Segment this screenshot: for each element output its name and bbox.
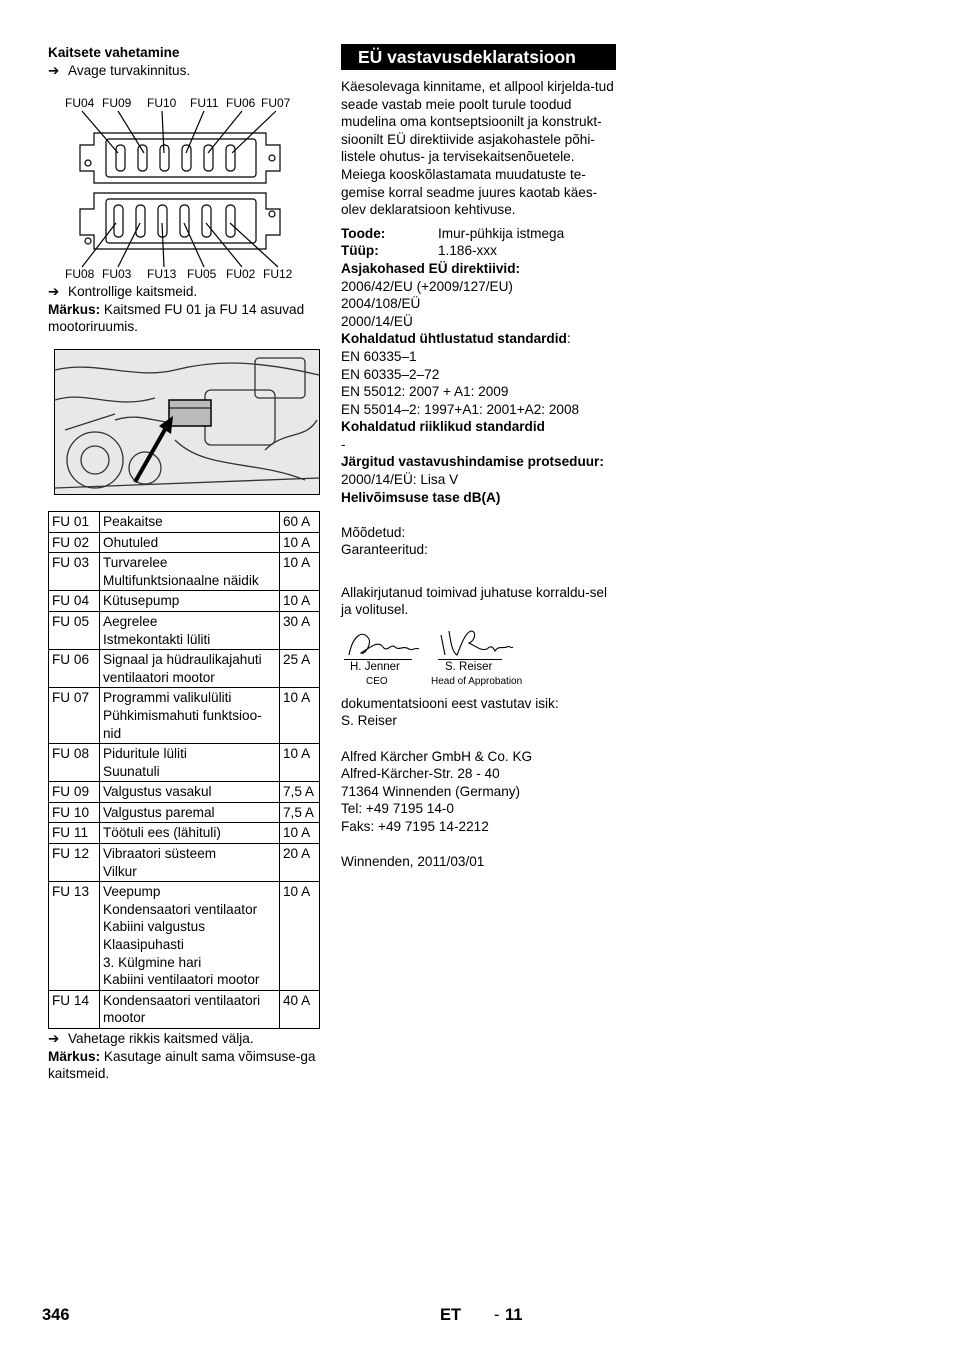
signatory-1-name: H. Jenner [350,660,400,673]
procedure-label: Järgitud vastavushindamise protseduur: [341,454,604,470]
fuse-rating: 7,5 A [280,782,320,803]
national-label: Kohaldatud riiklikud standardid [341,419,545,435]
company-line: Alfred-Kärcher-Str. 28 - 40 [341,766,500,782]
fuse-row [49,611,320,649]
fuse-description-line: 3. Külgmine hari [103,954,202,970]
fuse-relay-block [169,400,211,426]
diagram-label-top: FU11 [190,96,219,111]
fuse-rating: 60 A [280,511,320,532]
fuse-id: FU 14 [49,990,100,1028]
fuse-description-line: Kabiini valgustus [103,919,206,935]
right-column [341,44,616,871]
fuse-row [49,882,320,991]
signatory-2-role: Head of Approbation [431,675,523,687]
arrow-right-icon: ➔ [48,62,60,78]
doc-person: S. Reiser [341,713,397,729]
standard-item: EN 55012: 2007 + A1: 2009 [341,384,509,400]
directive-item: 2000/14/EÜ [341,313,413,329]
signatory-1-role: CEO [366,675,388,687]
fuse-rating: 10 A [280,688,320,744]
company-line: 71364 Winnenden (Germany) [341,783,521,799]
signature-reiser [437,625,517,661]
type-row: Tüüp: 1.186-xxx [341,243,497,259]
national-value: - [341,436,346,452]
directive-item: 2004/108/EÜ [341,296,421,312]
language-code: ET [440,1306,462,1324]
diagram-label-bottom: FU03 [102,267,132,282]
fuse-description [100,532,280,553]
doc-person-label: dokumentatsiooni eest vastutav isik: [341,695,559,711]
diagram-label-bottom: FU12 [263,267,293,282]
diagram-label-bottom: FU13 [147,267,177,282]
fuse-rating: 10 A [280,532,320,553]
step-replace-fuses: ➔ Vahetage rikkis kaitsmed välja. [48,1031,254,1046]
fuse-description [100,650,280,688]
fuse-row [49,650,320,688]
measured-label: Mõõdetud: [341,524,406,540]
fuse-rating: 10 A [280,823,320,844]
signatures [341,625,616,695]
arrow-right-icon: ➔ [48,1031,60,1046]
signatory-2-name: S. Reiser [445,660,493,673]
fuse-description [100,553,280,591]
standard-item: EN 55014–2: 1997+A1: 2001+A2: 2008 [341,401,580,417]
directives-label: Asjakohased EÜ direktiivid: [341,260,521,276]
fuse-description-line: Kondensaatori ventilaatori mootor [103,992,261,1026]
fuse-rating: 20 A [280,844,320,882]
fuse-rating: 10 A [280,882,320,991]
fuse-id: FU 03 [49,553,100,591]
step-check-fuses: ➔ Kontrollige kaitsmeid. [48,284,198,300]
fuse-rating: 40 A [280,990,320,1028]
fuse-description-line: Ohutuled [103,534,159,550]
fuse-row [49,823,320,844]
fuse-rating: 10 A [280,591,320,612]
procedure-value: 2000/14/EÜ: Lisa V [341,472,459,488]
note-same-rating: Märkus: Kasutage ainult sama võimsuse-ga kaitsmeid. [48,1048,316,1082]
fuse-description-line: Kondensaatori ventilaator [103,901,258,917]
fuse-description [100,823,280,844]
fuse-row [49,688,320,744]
harmonized-label: Kohaldatud ühtlustatud standardid: [341,331,571,347]
fuse-row [49,511,320,532]
diagram-label-bottom: FU08 [65,267,95,282]
fuse-row [49,532,320,553]
diagram-label-top: FU04 [65,96,95,111]
fuse-description-line: Programmi valikulüliti [103,690,232,706]
fuse-description-line: Pühkimismahuti funktsioo-nid [103,707,262,741]
declaration-title: EÜ vastavusdeklaratsioon [341,44,616,70]
fuse-description [100,990,280,1028]
fuse-row [49,802,320,823]
note-engine-room: Märkus: Kaitsmed FU 01 ja FU 14 asuvad mootoriruumis. [48,301,305,335]
fuse-description-line: Piduritule lüliti [103,746,187,762]
diagram-label-top: FU09 [102,96,132,111]
standard-item: EN 60335–1 [341,348,417,364]
fuse-row [49,553,320,591]
sub-page-number: 11 [505,1306,523,1324]
fuse-row [49,990,320,1028]
fuse-rating: 10 A [280,553,320,591]
signature-jenner [343,625,423,661]
step-open-lock: ➔ Avage turvakinnitus. [48,62,191,78]
directive-item: 2006/42/EU (+2009/127/EU) [341,278,513,294]
fuse-description-line: Peakaitse [103,513,163,529]
fuse-description [100,591,280,612]
fuse-description-line: Istmekontakti lüliti [103,631,211,647]
fuse-id: FU 10 [49,802,100,823]
fuse-id: FU 11 [49,823,100,844]
diagram-label-bottom: FU05 [187,267,217,282]
fuse-description-line: Multifunktsionaalne näidik [103,572,259,588]
fuse-description-line: Veepump [103,884,161,900]
guaranteed-label: Garanteeritud: [341,542,428,558]
fuse-description-line: Valgustus vasakul [103,784,212,800]
fuse-row [49,782,320,803]
section-heading-fuses: Kaitsete vahetamine [48,45,180,60]
standard-item: EN 60335–2–72 [341,366,440,382]
product-row: Toode: Imur-pühkija istmega [341,225,565,241]
fuse-id: FU 04 [49,591,100,612]
fuse-description [100,611,280,649]
company-line: Tel: +49 7195 14-0 [341,801,454,817]
fuse-description-line: Signaal ja hüdraulikajahuti ventilaatori mootor [103,652,262,685]
fuse-table [48,511,320,1029]
fuse-description-line: Kabiini ventilaatori mootor [103,972,260,988]
declaration-intro: Käesolevaga kinnitame, et allpool kirjelda-tud seade vastab meie poolt turule toodud mudelina oma kontseptsioonilt ja konstrukt-sioonilt EÜ direktiivide asjakohastele põhi-listele ohutus- ja tervisekaitsenõuetele. Meiega kooskõlastamata muudatuste te-gemise korral seadme juures kaotab käes-olev deklaratsioon kehtivuse. [341,79,614,218]
authorization-text: Allakirjutanud toimivad juhatuse korraldu-sel ja volitusel. [341,584,607,618]
fuse-description-line: Vibraatori süsteem [103,846,217,862]
diagram-label-top: FU10 [147,96,177,111]
fuse-description [100,802,280,823]
company-line: Alfred Kärcher GmbH & Co. KG [341,748,533,764]
fuse-rating: 7,5 A [280,802,320,823]
page-number: 346 [42,1306,70,1324]
fuse-row [49,591,320,612]
footer-dash: - [494,1306,500,1324]
fuse-row [49,744,320,782]
diagram-label-bottom: FU02 [226,267,256,282]
diagram-label-top: FU06 [226,96,256,111]
fuse-description [100,782,280,803]
fuse-description-line: Vilkur [103,863,137,879]
diagram-label-top: FU07 [261,96,291,111]
fuse-description-line: Aegrelee [103,613,158,629]
arrow-right-icon: ➔ [48,284,60,300]
fuse-id: FU 05 [49,611,100,649]
fuse-description-line: Turvarelee [103,555,168,571]
fuse-description [100,844,280,882]
fuse-id: FU 06 [49,650,100,688]
noise-label: Helivõimsuse tase dB(A) [341,489,501,505]
left-column [48,44,320,1083]
fuse-description [100,744,280,782]
company-line: Faks: +49 7195 14-2212 [341,818,489,834]
fuse-id: FU 09 [49,782,100,803]
fuse-description [100,688,280,744]
fuse-description-line: Klaasipuhasti [103,937,184,953]
fuse-rating: 10 A [280,744,320,782]
fuse-id: FU 01 [49,511,100,532]
fuse-id: FU 08 [49,744,100,782]
fuse-row [49,844,320,882]
fuse-description [100,511,280,532]
fuse-id: FU 12 [49,844,100,882]
engine-compartment-photo [54,349,320,495]
fuse-description [100,882,280,991]
fuse-description-line: Töötuli ees (lähituli) [103,825,221,841]
fuse-rating: 25 A [280,650,320,688]
fuse-description-line: Suunatuli [103,763,160,779]
fuse-description-line: Kütusepump [103,593,180,609]
place-date: Winnenden, 2011/03/01 [341,854,485,870]
fuse-id: FU 02 [49,532,100,553]
fuse-rating: 30 A [280,611,320,649]
fuse-box-diagram [48,83,320,283]
fuse-id: FU 13 [49,882,100,991]
fuse-description-line: Valgustus paremal [103,804,215,820]
fuse-id: FU 07 [49,688,100,744]
